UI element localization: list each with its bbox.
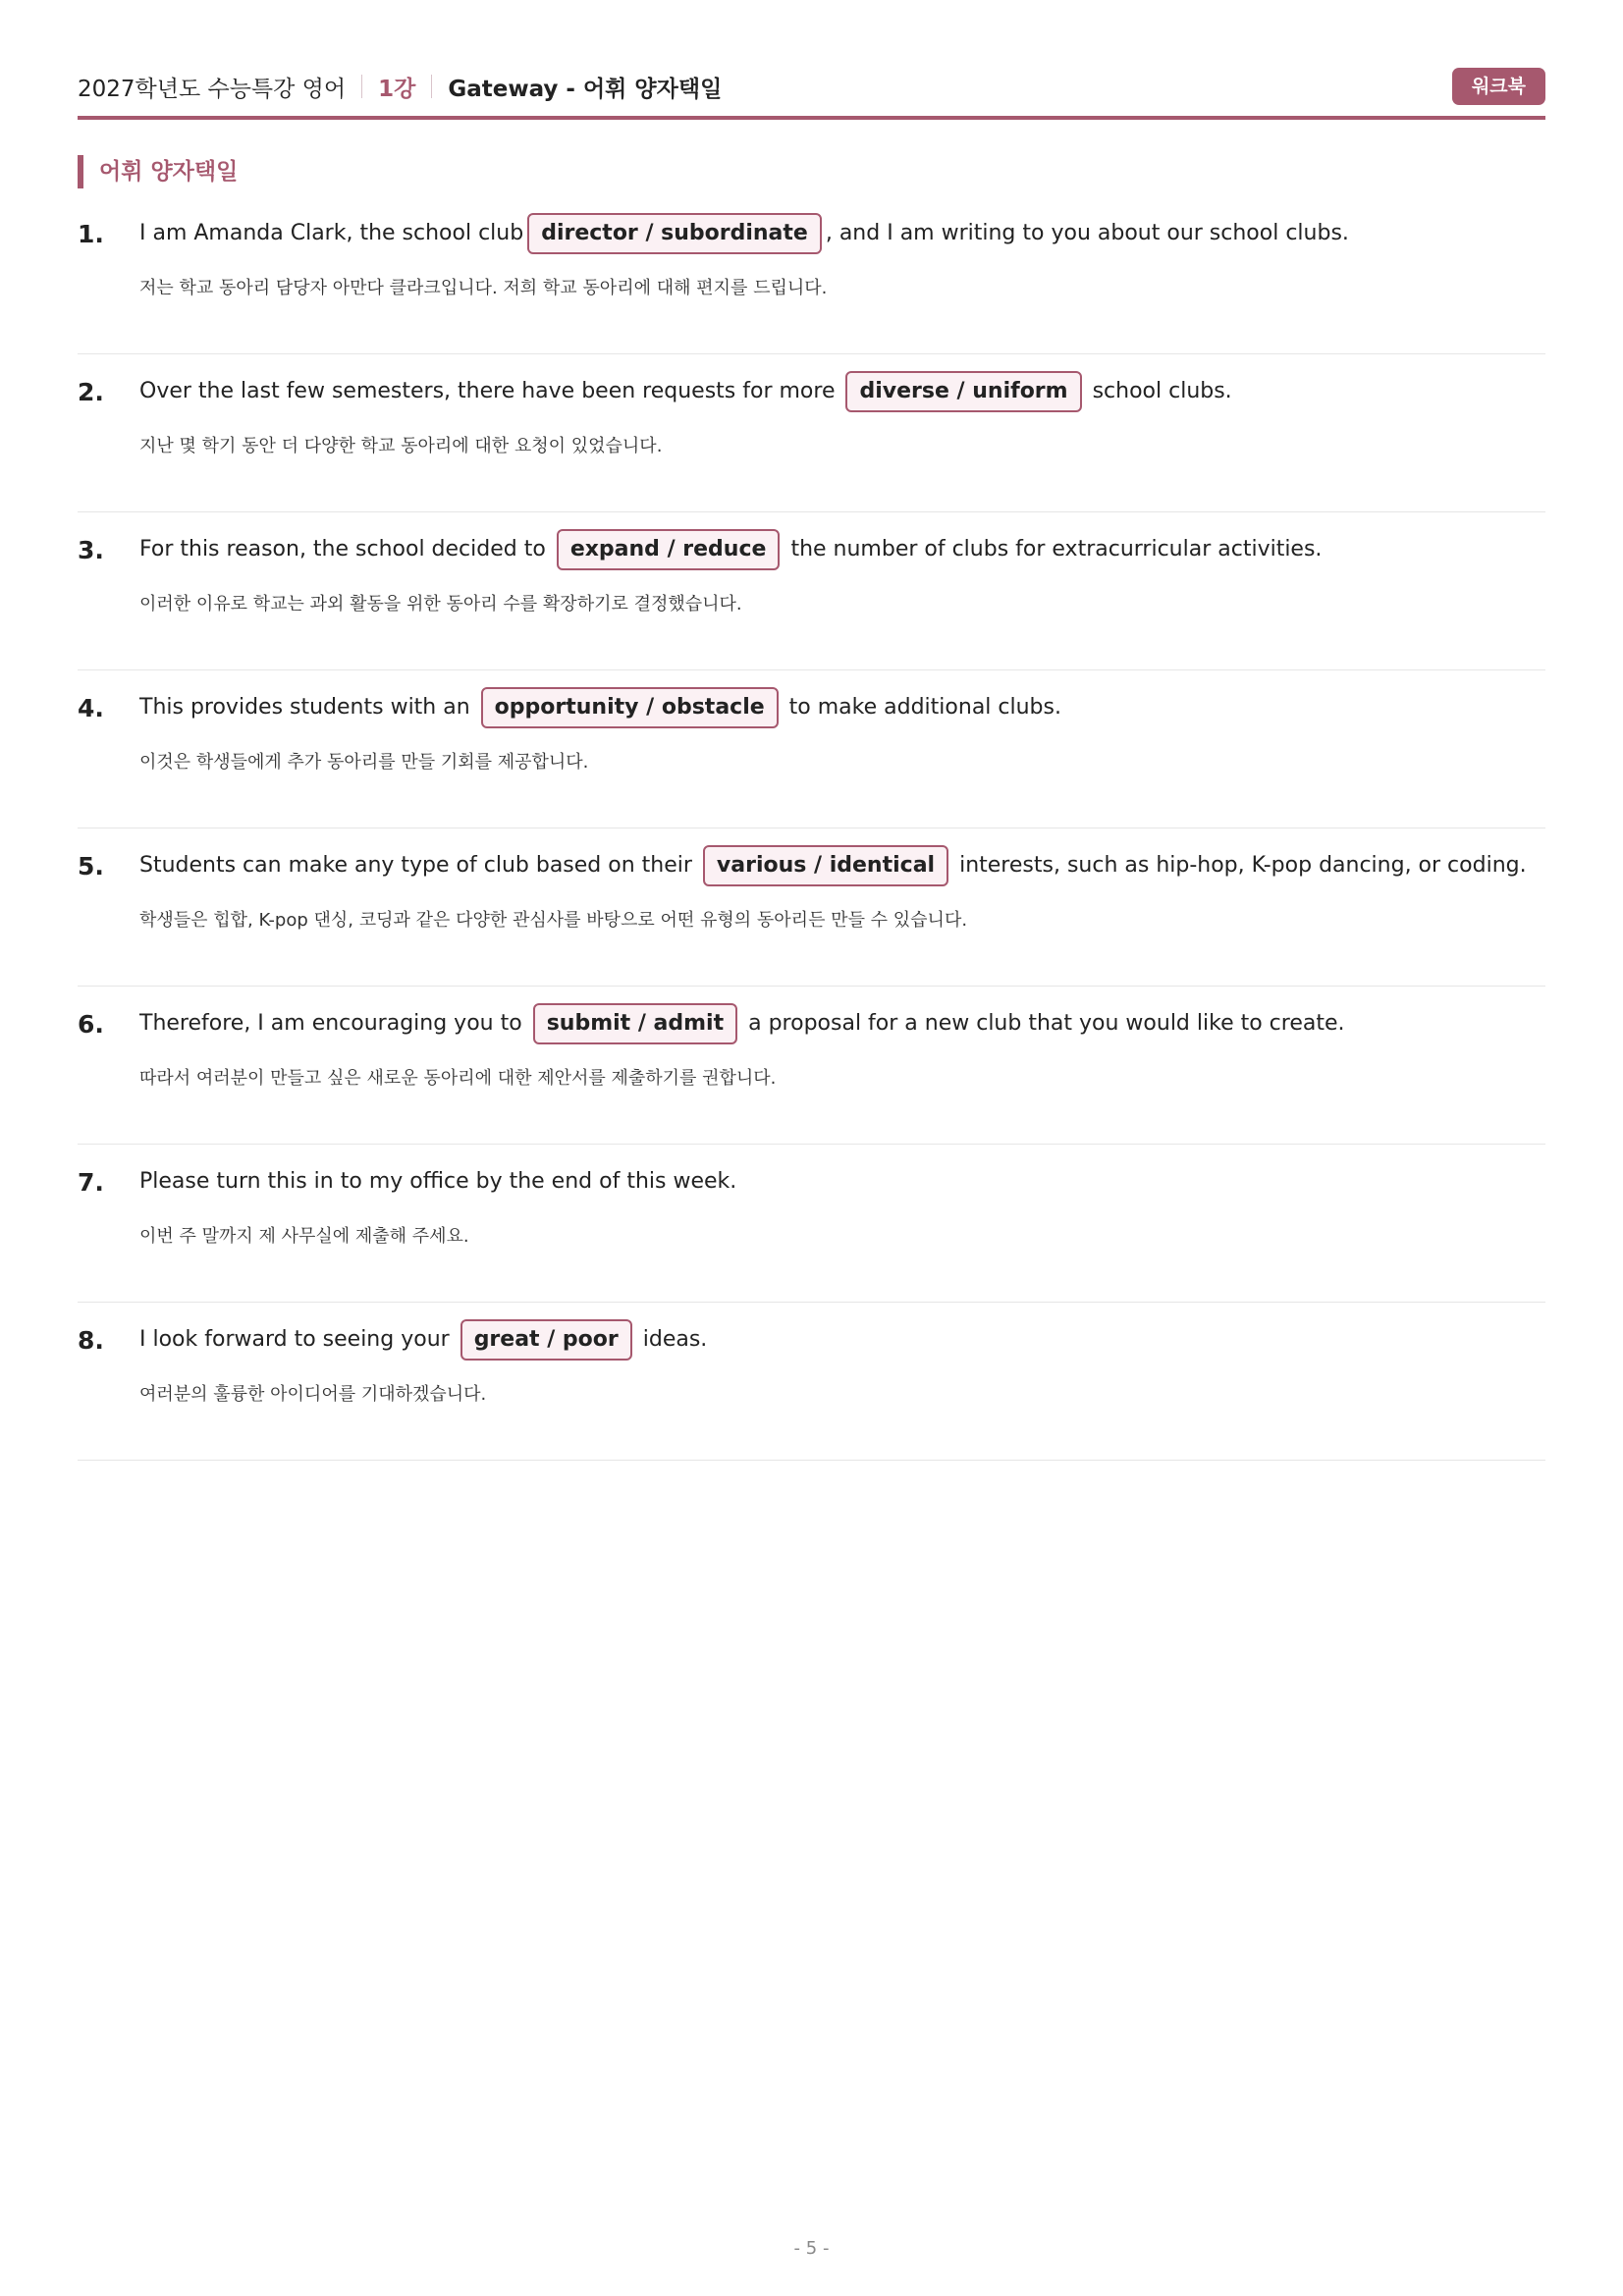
book-title: 2027학년도 수능특강 영어 xyxy=(78,76,347,102)
word-choice-box[interactable]: great / poor xyxy=(460,1319,632,1361)
question-list xyxy=(78,196,1545,1461)
question-number: 8. xyxy=(78,1326,104,1355)
english-sentence xyxy=(139,1002,1345,1045)
sentence-after: interests, such as hip-hop, K-pop dancing, or coding. xyxy=(959,853,1527,878)
korean-translation: 지난 몇 학기 동안 더 다양한 학교 동아리에 대한 요청이 있었습니다. xyxy=(139,436,663,456)
korean-translation: 이러한 이유로 학교는 과외 활동을 위한 동아리 수를 확장하기로 결정했습니다. xyxy=(139,594,742,614)
sentence-after: school clubs. xyxy=(1092,379,1232,403)
korean-translation: 이번 주 말까지 제 사무실에 제출해 주세요. xyxy=(139,1226,469,1247)
page-header xyxy=(78,61,1545,112)
korean-translation: 여러분의 훌륭한 아이디어를 기대하겠습니다. xyxy=(139,1384,487,1405)
word-choice-box[interactable]: diverse / uniform xyxy=(845,371,1081,412)
sentence-after: the number of clubs for extracurricular activities. xyxy=(790,537,1323,561)
header-rule xyxy=(78,116,1545,120)
english-sentence xyxy=(139,686,1061,729)
korean-translation: 학생들은 힙합, K-pop 댄싱, 코딩과 같은 다양한 관심사를 바탕으로 어떤 유형의 동아리든 만들 수 있습니다. xyxy=(139,910,968,931)
question-number: 3. xyxy=(78,536,104,564)
sentence-text: Please turn this in to my office by the end of this week. xyxy=(139,1169,737,1194)
word-choice-box[interactable]: expand / reduce xyxy=(557,529,781,570)
word-choice-box[interactable]: opportunity / obstacle xyxy=(481,687,779,728)
sentence-before: This provides students with an xyxy=(139,695,470,720)
question-number: 1. xyxy=(78,220,104,248)
english-sentence xyxy=(139,844,1527,887)
sentence-after: to make additional clubs. xyxy=(788,695,1061,720)
word-choice-box[interactable]: director / subordinate xyxy=(527,213,822,254)
sentence-before: I look forward to seeing your xyxy=(139,1327,450,1352)
question-number: 6. xyxy=(78,1010,104,1039)
english-sentence xyxy=(139,1318,707,1362)
sentence-after: a proposal for a new club that you would like to create. xyxy=(748,1011,1345,1036)
korean-translation: 따라서 여러분이 만들고 싶은 새로운 동아리에 대한 제안서를 제출하기를 권합니다. xyxy=(139,1068,777,1089)
question-number: 4. xyxy=(78,694,104,722)
question-item xyxy=(78,987,1545,1145)
sentence-before: For this reason, the school decided to xyxy=(139,537,546,561)
english-sentence xyxy=(139,1160,736,1203)
question-item xyxy=(78,828,1545,987)
question-item xyxy=(78,1303,1545,1461)
word-choice-box[interactable]: submit / admit xyxy=(533,1003,737,1044)
question-item xyxy=(78,196,1545,354)
sentence-after: ideas. xyxy=(642,1327,708,1352)
lesson-topic: Gateway - 어휘 양자택일 xyxy=(448,76,723,102)
korean-translation: 저는 학교 동아리 담당자 아만다 클라크입니다. 저희 학교 동아리에 대해 편지를 드립니다. xyxy=(139,278,828,298)
question-number: 2. xyxy=(78,378,104,406)
sentence-before: Therefore, I am encouraging you to xyxy=(139,1011,522,1036)
word-choice-box[interactable]: various / identical xyxy=(703,845,948,886)
sentence-before: Students can make any type of club based on their xyxy=(139,853,692,878)
page-number: - 5 - xyxy=(793,2238,830,2259)
english-sentence xyxy=(139,528,1322,571)
question-item xyxy=(78,354,1545,512)
sentence-after: , and I am writing to you about our school clubs. xyxy=(825,221,1349,245)
header-divider xyxy=(361,75,362,98)
question-item xyxy=(78,670,1545,828)
header-divider xyxy=(431,75,432,98)
question-number: 5. xyxy=(78,852,104,881)
question-item xyxy=(78,1145,1545,1303)
workbook-badge: 워크북 xyxy=(1452,68,1545,105)
question-number: 7. xyxy=(78,1168,104,1197)
lesson-number: 1강 xyxy=(378,76,416,102)
korean-translation: 이것은 학생들에게 추가 동아리를 만들 기회를 제공합니다. xyxy=(139,752,589,773)
sentence-before: I am Amanda Clark, the school club xyxy=(139,221,524,245)
section-title: 어휘 양자택일 xyxy=(78,155,238,188)
sentence-before: Over the last few semesters, there have been requests for more xyxy=(139,379,836,403)
english-sentence xyxy=(139,212,1349,255)
english-sentence xyxy=(139,370,1232,413)
question-item xyxy=(78,512,1545,670)
